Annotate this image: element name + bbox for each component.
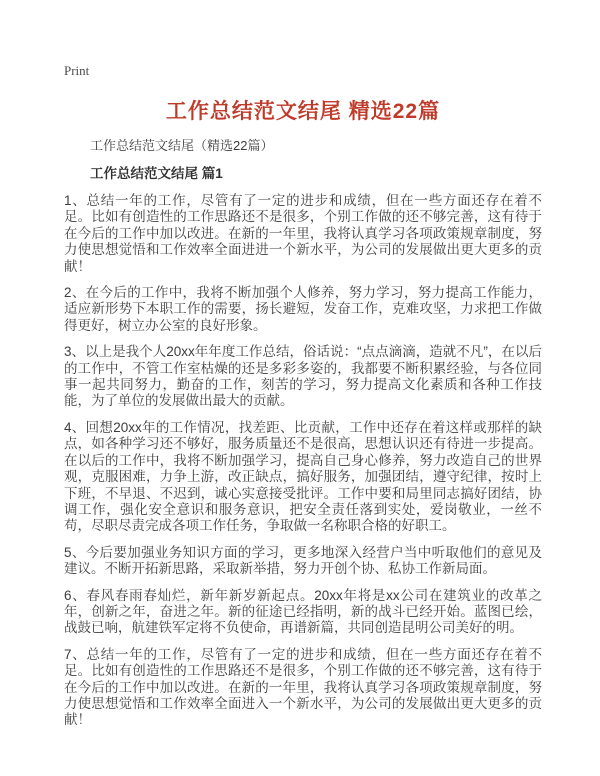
essay-paragraph: 2、在今后的工作中，我将不断加强个人修养，努力学习，努力提高工作能力，适应新形势下本职工作的需要，扬长避短，发奋工作，克难攻坚，力求把工作做得更好，树立办公室的良好形象。 <box>64 285 542 333</box>
essay-paragraph: 5、今后要加强业务知识方面的学习，更多地深入经营户当中听取他们的意见及建议。不断开拓新思路，采取新举措，努力开创个协、私协工作新局面。 <box>64 544 542 577</box>
page-title: 工作总结范文结尾 精选22篇 <box>165 100 441 123</box>
section-heading: 工作总结范文结尾 篇1 <box>90 166 223 181</box>
essay-paragraph: 6、春风春雨春灿烂，新年新岁新起点。20xx年将是xx公司在建筑业的改革之年，创新之年，奋进之年。新的征途已经指明，新的战斗已经开始。蓝图已绘，战鼓已响，航建铁军定将不负使命，再谱新篇，共同创造昆明公司美好的明。 <box>64 587 542 636</box>
subtitle: 工作总结范文结尾（精选22篇） <box>90 138 274 153</box>
print-link[interactable]: Print <box>64 63 90 78</box>
essay-paragraph: 3、以上是我个人20xx年年度工作总结，俗话说：“点点滴滴，造就不凡”，在以后的工作中，不管工作室枯燥的还是多彩多姿的，我都要不断积累经验，与各位同事一起共同努力，勤奋的工作，刻苦的学习，努力提高文化素质和各种工作技能，为了单位的发展做出最大的贡献。 <box>64 344 542 409</box>
essay-body <box>64 193 542 729</box>
essay-paragraph: 4、回想20xx年的工作情况，找差距、比贡献，工作中还存在着这样或那样的缺点，如各种学习还不够好，服务质量还不是很高，思想认识还有待进一步提高。在以后的工作中，我将不断加强学习，提高自己身心修养，努力改造自己的世界观，克服困难，力争上游，改正缺点，搞好服务，加强团结，遵守纪律，按时上下班，不早退、不迟到，诚心实意接受批评。工作中要和局里同志搞好团结，协调工作，强化安全意识和服务意识，把安全责任落到实处，爱岗敬业，一丝不苟，尽职尽责完成各项工作任务，争取做一名称职合格的好职工。 <box>64 419 542 534</box>
essay-paragraph: 7、总结一年的工作，尽管有了一定的进步和成绩，但在一些方面还存在着不足。比如有创造性的工作思路还不是很多，个别工作做的还不够完善，这有待于在今后的工作中加以改进。在新的一年里，我将认真学习各项政策规章制度，努力使思想觉悟和工作效率全面进入一个新水平，为公司的发展做出更大更多的贡献！ <box>64 646 542 728</box>
essay-paragraph: 1、总结一年的工作，尽管有了一定的进步和成绩，但在一些方面还存在着不足。比如有创造性的工作思路还不是很多，个别工作做的还不够完善，这有待于在今后的工作中加以改进。在新的一年里，我将认真学习各项政策规章制度，努力使思想觉悟和工作效率全面进进一个新水平，为公司的发展做出更大更多的贡献！ <box>64 193 542 274</box>
